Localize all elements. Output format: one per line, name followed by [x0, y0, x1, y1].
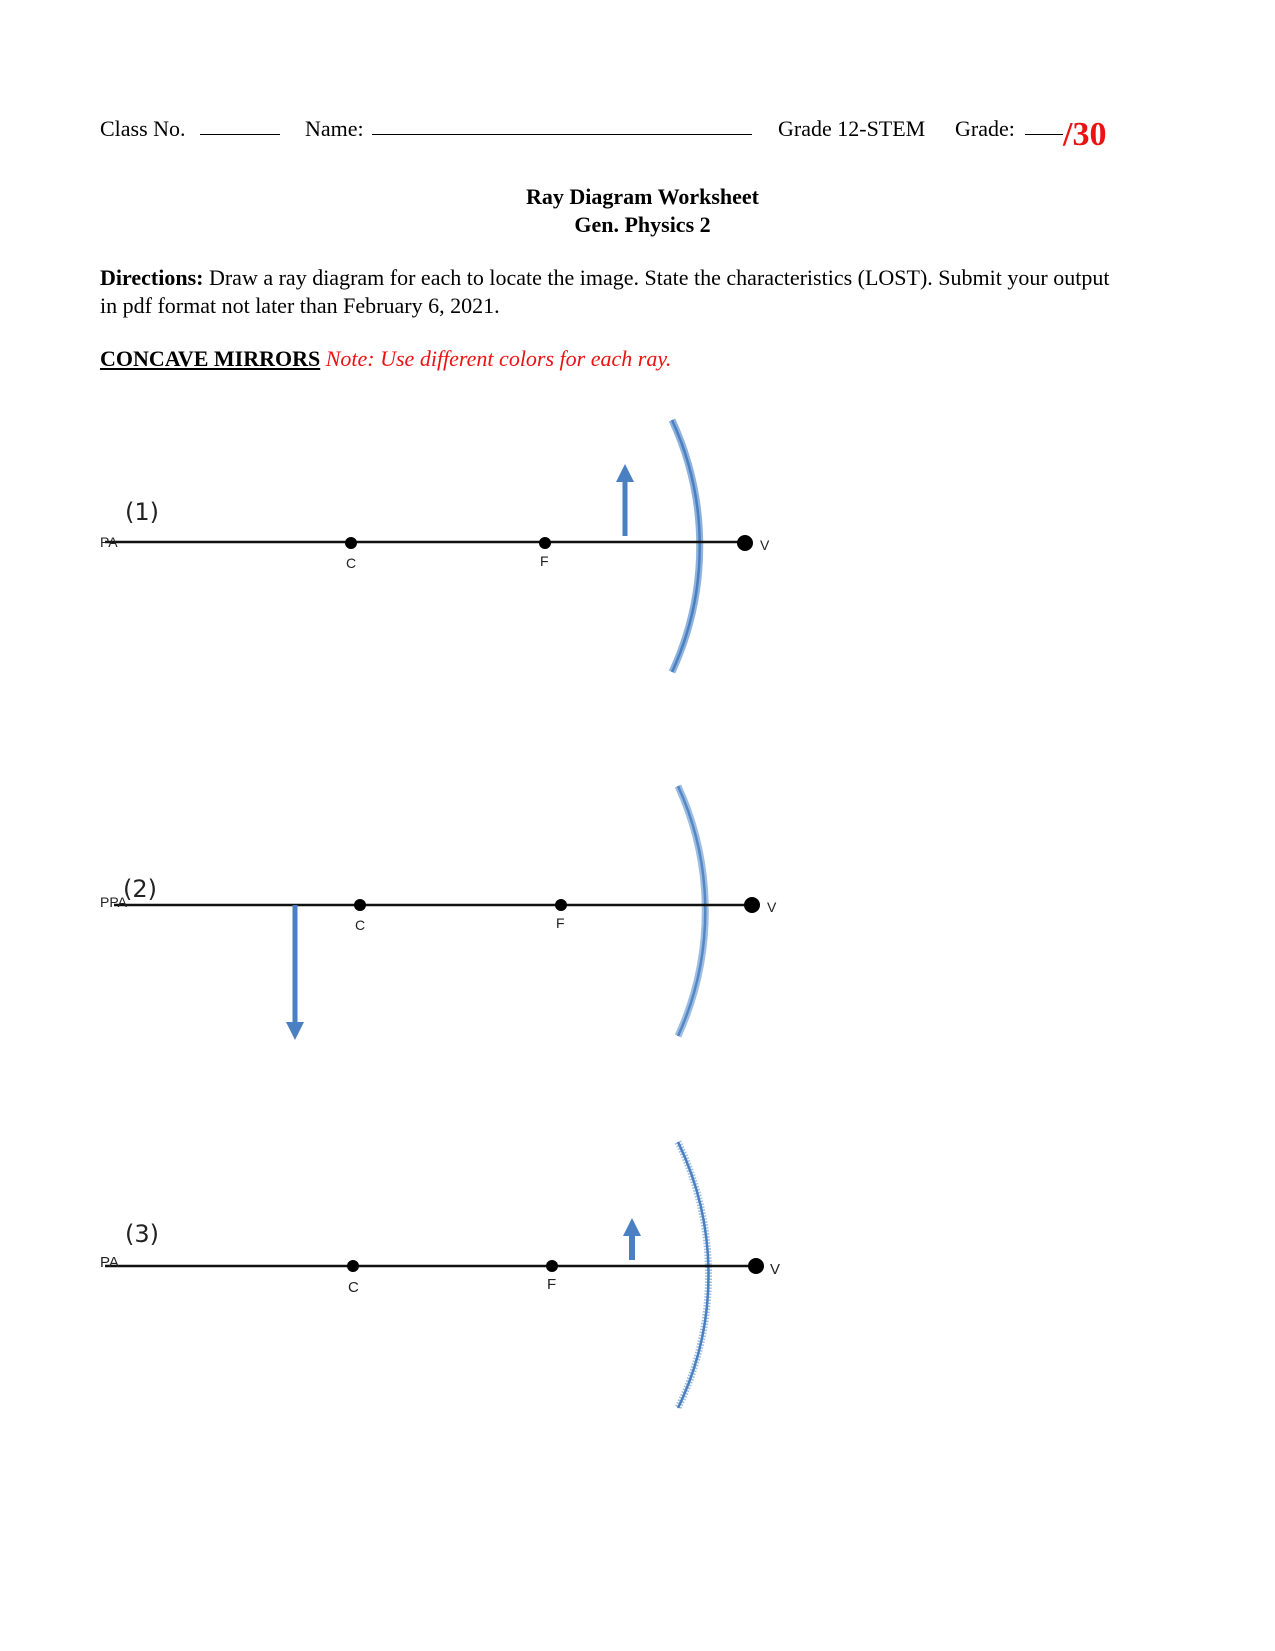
vertex-point	[744, 897, 760, 913]
section-heading	[100, 346, 671, 372]
worksheet-title	[0, 183, 1275, 239]
student-info-header	[100, 106, 1120, 153]
focal-point	[546, 1260, 558, 1272]
section-note: Note: Use different colors for each ray.	[325, 346, 672, 371]
directions-text: Draw a ray diagram for each to locate the image. State the characteristics (LOST). Submit your output in pdf format not later than February 6, 2021.	[100, 265, 1110, 318]
ray-diagram-1	[100, 410, 820, 690]
class-no-field[interactable]	[200, 116, 280, 135]
point-f-label: F	[556, 915, 565, 931]
directions-label: Directions:	[100, 265, 204, 290]
title-line-2: Gen. Physics 2	[574, 212, 711, 237]
score-total: /30	[1063, 116, 1107, 153]
object-arrow-down-icon	[286, 1022, 304, 1040]
class-no-label: Class No.	[100, 116, 186, 141]
focal-point	[555, 899, 567, 911]
name-field[interactable]	[372, 116, 752, 135]
point-f-label: F	[547, 1276, 557, 1293]
diagram-number: (1)	[125, 498, 159, 526]
ray-diagram-2	[100, 770, 820, 1050]
point-v-label: V	[767, 899, 777, 915]
point-f-label: F	[540, 553, 549, 569]
point-c-label: C	[348, 1279, 359, 1296]
axis-label: PA	[100, 534, 118, 550]
grade-label: Grade:	[955, 116, 1015, 141]
diagram-number: (2)	[123, 875, 157, 903]
object-arrow-up-icon	[623, 1218, 641, 1236]
center-of-curvature-point	[345, 537, 357, 549]
diagram-3	[100, 1130, 820, 1420]
point-v-label: V	[770, 1261, 781, 1278]
vertex-point	[748, 1258, 764, 1274]
axis-label: PPA	[100, 894, 127, 910]
vertex-point	[737, 535, 753, 551]
center-of-curvature-point	[347, 1260, 359, 1272]
name-label: Name:	[305, 116, 364, 141]
center-of-curvature-point	[354, 899, 366, 911]
diagram-1	[100, 410, 820, 690]
point-c-label: C	[355, 917, 366, 933]
ray-diagram-3	[100, 1130, 820, 1420]
section-title: CONCAVE MIRRORS	[100, 346, 321, 371]
focal-point	[539, 537, 551, 549]
directions	[100, 264, 1120, 320]
object-arrow-up-icon	[616, 464, 634, 482]
title-line-1: Ray Diagram Worksheet	[525, 184, 760, 209]
diagram-number: (3)	[125, 1220, 159, 1248]
grade-level: Grade 12-STEM	[778, 116, 926, 141]
point-v-label: V	[760, 537, 770, 553]
diagram-2	[100, 770, 820, 1050]
axis-label: PA	[100, 1254, 119, 1271]
point-c-label: C	[346, 555, 357, 571]
grade-field[interactable]	[1025, 116, 1063, 135]
